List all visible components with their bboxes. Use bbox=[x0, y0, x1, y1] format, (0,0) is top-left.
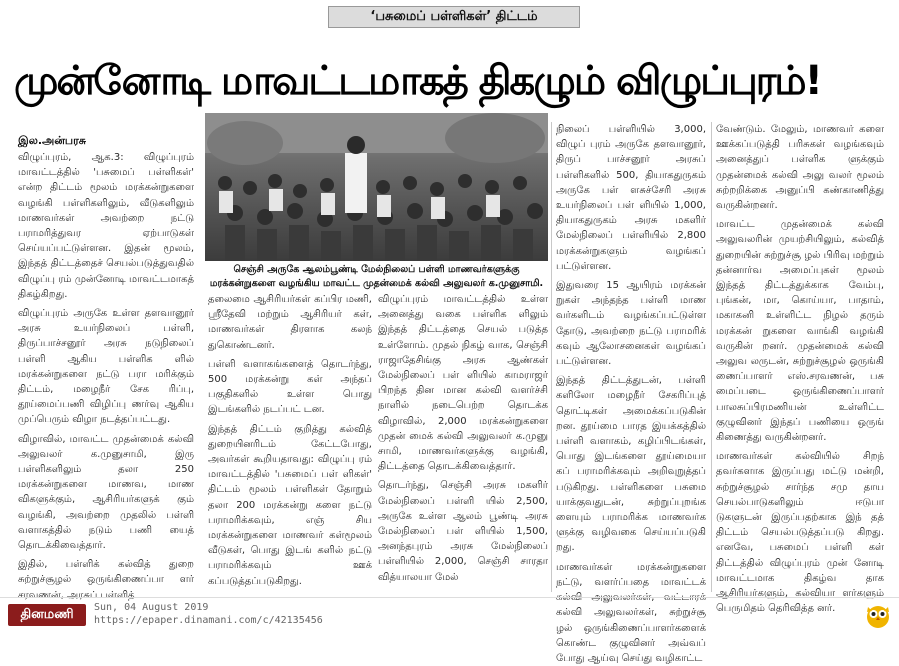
paragraph: வேண்டும். மேலும், மாணவர் களை ஊக்கப்படுத்தி பரிசுகள் வழங்கவும் அனைத்துப் பள்ளிக ளுக்கும் முதன்மைக் கல்வி அலு வலர் மூலம் சுற்றறிக்கை அனுப்பி கண்காணித்து வருகின்றனர். bbox=[716, 124, 884, 212]
column-divider bbox=[711, 122, 712, 592]
paragraph: விழாவில், மாவட்ட முதன்மைக் கல்வி அலுவலர் க.முனுசாமி, இரு பள்ளிகளிலும் தலா 250 மரக்கன்றுகளை மாணவ, மாண விகளுக்கும், ஆசிரியர்களுக் கும் வழங்கி, அவற்றை முதலில் பள்ளி வளாகத்தில் நடும் பணி யைத் தொடக்கிவைத்தார். bbox=[18, 433, 194, 552]
paragraph: தலைமை ஆசிரியர்கள் கப்பிர மணி, ஸ்ரீதேவி மற்றும் ஆசிரியர் கள், மாணவர்கள் திரளாக கலந் துகொண்டனர். bbox=[208, 294, 372, 351]
paragraph: தொடர்ந்து, செஞ்சி அரசு மகளிர் மேல்நிலைப் பள்ளி யில் 2,500, அருகே உள்ள ஆலம் பூண்டி அரசு மேல்நிலைப் பள் ளியில் 1,500, அனந்தபுரம் அரசு மேல்நிலைப் பள்ளியில் 2,000, செஞ்சி சாரதா வித்யாலயா மேல் bbox=[378, 480, 548, 583]
paragraph: நிலைப் பள்ளியில் 3,000, விழுப் புரம் அருகே தளவானூர், திருப் பாச்சனூர் அரசுப் பள்ளிகளில் 500, தியாகதுருகம் அருகே பள் ளசுச்சேரி அரசு உயர்நிலைப் பள் ளியில் 1,000, தியாகதுருகம் அரசு மகளிர் மேல்நிலைப் பள்ளியில் 2,800 மரக்கன்றுகளும் வழங்கப் பட்டுள்ளன. bbox=[556, 124, 706, 272]
paragraph: இதுவரை 15 ஆயிரம் மரக்கன் றுகள் அந்தந்த பள்ளி மாண வர்களிடம் வழங்கப்பட்டுள்ள தோடு, அவற்றை நட்டு பராமரிக் கவும் ஆலோசனைகள் வழங்கப் பட்டுள்ளன. bbox=[556, 280, 706, 368]
paragraph: மாணவர்கள் கல்வியில் சிறந் தவர்களாக இருப்பது மட்டு மன்றி, சுற்றுச்சூழல் சார்ந்த சமு தாய செயல்பாடுகளிலும் ஈடுபா டுகளுடன் இருப்பதற்காக இந் தத் திட்டம் செயல்படுத்தப்படு கிறது. எனவே, பசுமைப் பள்ளி கள் திட்டத்தில் விழுப்புரம் முன் னோடி மாவட்டமாக திகழ்வ தாக ஆசிரியர்களும், கல்வியா ளர்களும் பெருமிதம் தெரிவித்த னர். bbox=[716, 451, 884, 615]
article-column-1 bbox=[18, 150, 194, 601]
article-column-5 bbox=[716, 122, 884, 615]
paragraph: இதில், பள்ளிக் கல்வித் துறை சுற்றுச்சூழல் ஒருங்கிணைப்பா ளர் சரவணன், அரசுப் பள்ளித் bbox=[18, 559, 194, 601]
column-divider bbox=[551, 122, 552, 592]
paragraph: இந்தத் திட்டத்துடன், பள்ளி களிலோ மழைநீர் சேகரிப்புத் தொட்டிகள் அமைக்கப்படுகின் றன. தூய்மை பாரத இயக்கத்தில் பள்ளி வளாகம், கழிப்பிடங்கள், பொது இடங்களை தூய்மையா கப் பராமரிக்கவும் அறிவுறுத்தப் படுகிறது. பள்ளிகளை பசுமை யாக்குவதுடன், சுற்றுப்புறங்க ளையும் பராமரிக்க மாணவர்க ளுக்கு வழிவகை செய்யப்படுகி றது. bbox=[556, 375, 706, 554]
paragraph: மாவட்ட முதன்மைக் கல்வி அலுவலரின் முயற்சியிலும், கல்வித் துறையின் சுற்றுச்சூ ழல் பிரிவு மற்றும் தன்னார்வ அமைப்புகள் மூலம் இந்தத் திட்டத்துக்காக வேம்பு, புங்கன், மா, கொய்யா, பாதாம், மகாகனி உள்ளிட்ட நிழல் தரும் மரக்கன் றுகளை வாங்கி வழங்கி வருகின் றனர். முதன்மைக் கல்வி அலுவ லருடன், சுற்றுச்சூழல் ஒருங்கி ணைப்பாளர் எஸ்.சரவணன், பசு மைப்படை ஒருங்கிணைப்பாளர் பாலசுப்பிரமணியன் உள்ளிட்ட குழுவினர் இந்தப் பணியை ஒருங் கிணைத்து வருகின்றனர். bbox=[716, 219, 884, 444]
paragraph: விழுப்புரம் மாவட்டத்தில் உள்ள அனைத்து வகை பள்ளிக ளிலும் இந்தத் திட்டத்தை செயல் படுத்த உள்ளோம். முதல் நிகழ் வாக, செஞ்சி ராஜாதேசிங்கு அரசு ஆண்கள் மேல்நிலைப் பள் ளியில் காமராஜர் பிறந்த தின மான கல்வி வளர்ச்சி நாளில் நடைபெற்ற தொடக்க விழாவில், 2,000 மரக்கன்றுகளை முதன் மைக் கல்வி அலுவலர் க.முனு சாமி, மாணவர்களுக்கு வழங்கி, திட்டத்தை தொடக்கிவைத்தார். bbox=[378, 294, 548, 473]
page-footer bbox=[0, 597, 899, 631]
paragraph: விழுப்புரம், ஆக.3: விழுப்புரம் மாவட்டத்தில் 'பசுமைப் பள்ளிகள்' என்ற திட்டம் மூலம் மரக்கன்றுகளை வழங்கி பள்ளிகளிலும், வீடுகளிலும் மாணவர்கள் அவற்றை நட்டு பராமரித்துவர ஏற்பாடுகள் செய்யப்பட்டுள்ளன. இதன் மூலம், இந்தத் திட்டத்தைச் செயல்படுத்துவதில் விழுப்பு ரம் முன்னோடி மாவட்டமாகத் திகழ்கிறது. bbox=[18, 152, 194, 300]
paragraph: விழுப்புரம் அருகே உள்ள தளவானூர் அரசு உயர்நிலைப் பள்ளி, திருப்பாச்சனூர் அரசு நடுநிலைப் பள்ளி ஆகிய பள்ளிக ளில் மரக்கன்றுகளை நட்டு பரா மரிக்கும் திட்டம், மழைநீர் சேக ரிப்பு, தூய்மைப்பணி விழிப்பு ணர்வு ஆகிய முப்பெரும் விழா நடத்தப்பட்டது. bbox=[18, 308, 194, 426]
headline: முன்னோடி மாவட்டமாகத் திகழும் விழுப்புரம்! bbox=[14, 58, 821, 104]
paragraph: பள்ளி வளாகங்களைத் தொடர்ந்து, 500 மரக்கன்று கள் அந்தப் பகுதிகளில் உள்ள பொது இடங்களில் நடப்பட் டன. bbox=[208, 358, 372, 416]
source-url[interactable]: https://epaper.dinamani.com/c/42135456 bbox=[94, 615, 323, 626]
article-column-3 bbox=[378, 292, 548, 592]
byline: இல.அன்பரசு bbox=[18, 134, 86, 147]
owl-icon bbox=[865, 601, 891, 629]
photo-caption: செஞ்சி அருகே ஆலம்பூண்டி மேல்நிலைப் பள்ளி மாணவர்களுக்கு மரக்கன்றுகளை வழங்கிய மாவட்ட முதன்மைக் கல்வி அலுவலர் க.முனுசாமி. bbox=[209, 264, 544, 289]
article-photo bbox=[205, 113, 548, 261]
paragraph: இந்தத் திட்டம் குறித்து கல்வித் துறையினரிடம் கேட்டபோது, அவர்கள் கூறியதாவது: விழுப்பு ரம் மாவட்டத்தில் 'பசுமைப் பள் ளிகள்' திட்டம் மூலம் பள்ளிகள் தோறும் தலா 200 மரக்கன்று களை நட்டு பராமரிக்கவும், எஞ் சிய மரக்கன்றுகளை மாணவர் கள்மூலம் வீடுகள், பொது இடங் களில் நட்டு பராமரிக்கவும் ஊக் கப்படுத்தப்படுகிறது. bbox=[208, 423, 372, 587]
article-column-4 bbox=[556, 122, 706, 664]
edition-date: Sun, 04 August 2019 bbox=[94, 602, 209, 613]
kicker-label: ‘பசுமைப் பள்ளிகள்’ திட்டம் bbox=[328, 6, 580, 28]
newspaper-logo[interactable]: தினமணி bbox=[8, 604, 86, 626]
paragraph: மாணவர்கள் மரக்கன்றுகளை நட்டு, வளர்ப்பதை மாவட்டக் கல்வி அலுவலர்கள், வட்டாரக் கல்வி அலுவலர்கள், சுற்றுச்சூ ழல் ஒருங்கிணைப்பாளர்களைக் கொண்ட குழுவினர் அவ்வப் போது ஆய்வு செய்து வழிகாட்ட bbox=[556, 561, 706, 664]
crowd-photo-illustration bbox=[205, 113, 548, 261]
article-column-2 bbox=[208, 292, 372, 592]
